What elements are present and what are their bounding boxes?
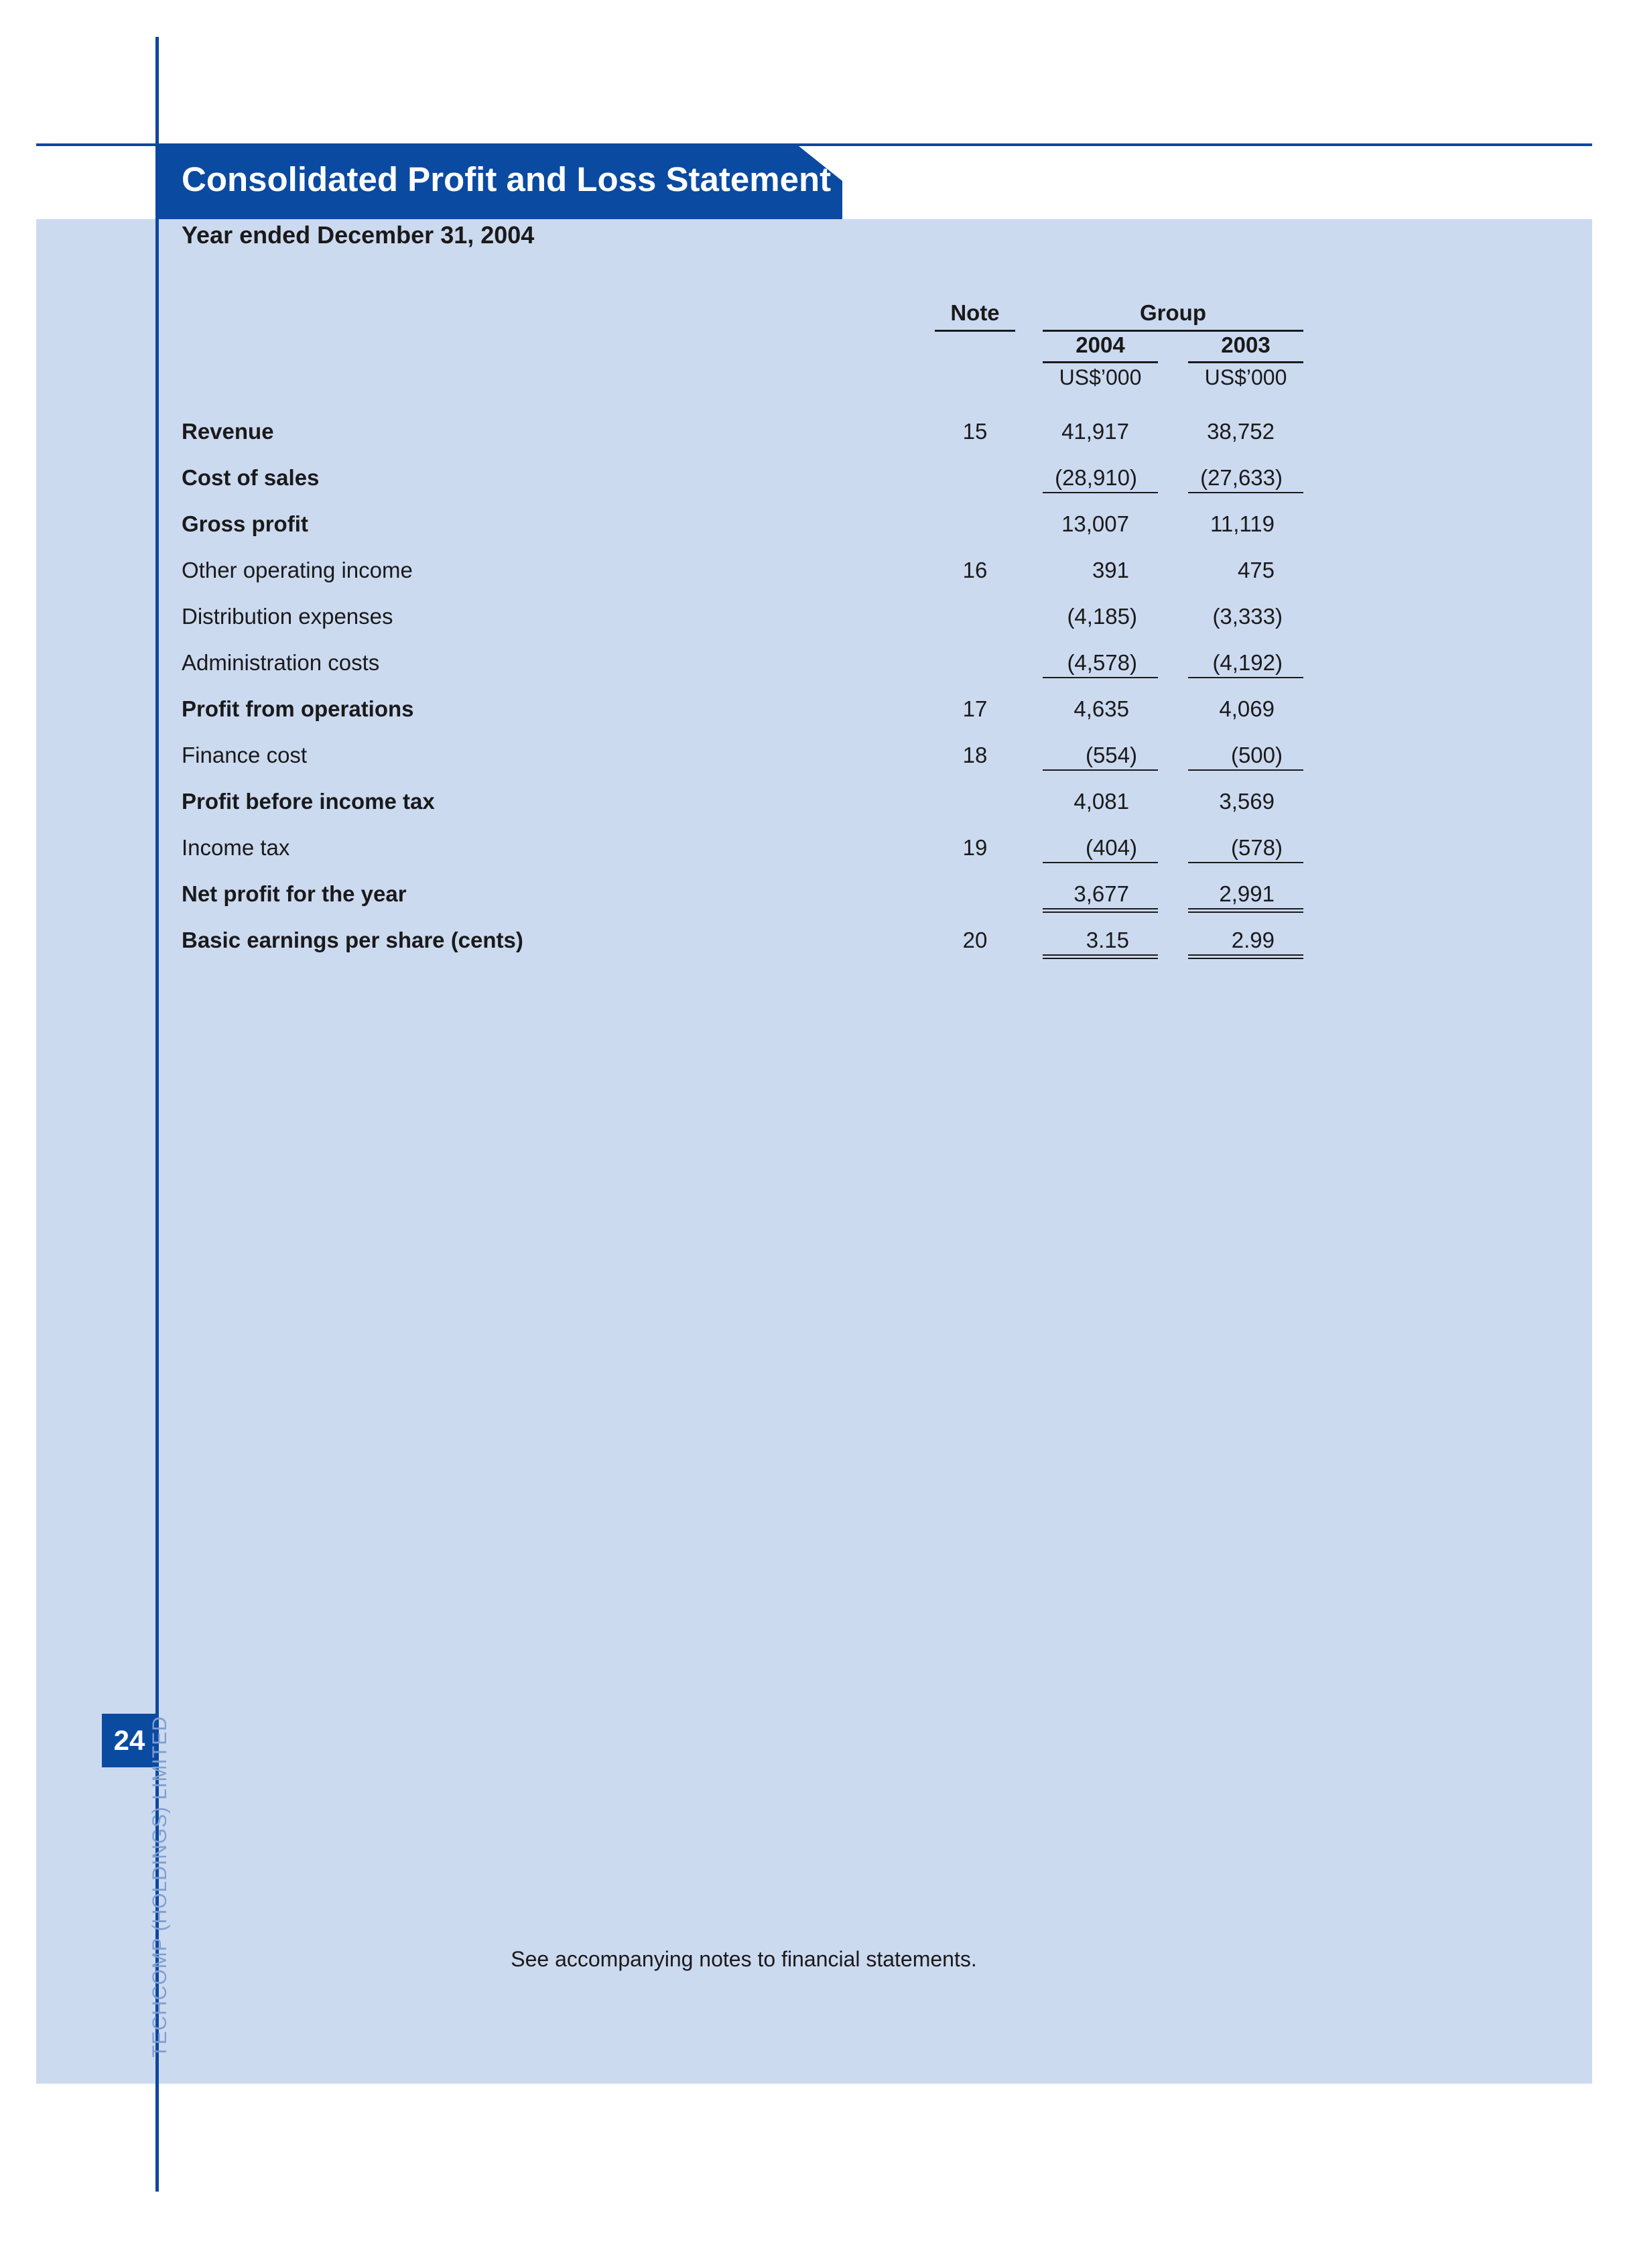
row-value-2004: 41,917 — [1061, 419, 1129, 444]
year-2004-rule — [1043, 361, 1158, 363]
row-label: Other operating income — [182, 558, 413, 582]
page-number: 24 — [102, 1714, 157, 1767]
total-double-rule — [1043, 908, 1158, 913]
row-value-2004: 4,081 — [1074, 789, 1129, 814]
table-row — [0, 696, 1625, 743]
row-value-2003: (27,633) — [1200, 465, 1283, 490]
subtotal-rule — [1188, 492, 1303, 493]
subtotal-rule — [1188, 769, 1303, 771]
note-header: Note — [950, 300, 1000, 325]
row-value-2004: 3.15 — [1086, 928, 1129, 952]
row-value-2004: 4,635 — [1074, 696, 1129, 721]
row-value-2003: 2.99 — [1231, 928, 1275, 952]
row-label: Gross profit — [182, 511, 308, 536]
subtotal-rule — [1043, 862, 1158, 863]
subtotal-rule — [1043, 677, 1158, 678]
table-row — [0, 558, 1625, 604]
row-note: 18 — [962, 743, 988, 767]
note-header-rule — [935, 330, 1015, 332]
row-note: 19 — [962, 835, 988, 860]
group-header-rule — [1043, 330, 1303, 332]
table-row — [0, 465, 1625, 511]
top-rule — [36, 143, 1592, 146]
row-value-2003: 11,119 — [1210, 511, 1275, 536]
row-label: Revenue — [182, 419, 274, 444]
row-value-2003: 3,569 — [1219, 789, 1275, 814]
year-2003-header: 2003 — [1221, 332, 1271, 357]
total-double-rule — [1043, 954, 1158, 959]
row-value-2004: (404) — [1085, 835, 1137, 860]
row-label: Cost of sales — [182, 465, 320, 490]
year-2003-rule — [1188, 361, 1303, 363]
table-row — [0, 511, 1625, 558]
row-value-2004: (4,185) — [1067, 604, 1137, 629]
table-row — [0, 835, 1625, 881]
row-value-2004: (28,910) — [1055, 465, 1137, 490]
row-label: Basic earnings per share (cents) — [182, 928, 523, 952]
table-row — [0, 928, 1625, 974]
row-value-2004: (554) — [1085, 743, 1137, 767]
subtotal-rule — [1043, 492, 1158, 493]
total-double-rule — [1188, 954, 1303, 959]
footnote: See accompanying notes to financial statements. — [511, 1947, 977, 1971]
row-label: Net profit for the year — [182, 881, 407, 906]
row-value-2003: 475 — [1237, 558, 1275, 582]
page-title: Consolidated Profit and Loss Statement — [182, 160, 832, 198]
row-value-2004: 391 — [1092, 558, 1129, 582]
table-row — [0, 789, 1625, 835]
table-row — [0, 419, 1625, 465]
row-value-2003: (500) — [1230, 743, 1283, 767]
row-value-2003: (3,333) — [1212, 604, 1283, 629]
row-value-2003: 38,752 — [1207, 419, 1275, 444]
table-row — [0, 604, 1625, 650]
row-value-2004: 13,007 — [1061, 511, 1129, 536]
row-note: 20 — [962, 928, 988, 952]
row-label: Distribution expenses — [182, 604, 393, 629]
row-label: Administration costs — [182, 650, 380, 675]
row-value-2003: 2,991 — [1219, 881, 1275, 906]
page-subtitle: Year ended December 31, 2004 — [182, 221, 535, 249]
subtotal-rule — [1188, 862, 1303, 863]
row-label: Profit before income tax — [182, 789, 435, 814]
table-row — [0, 743, 1625, 789]
row-value-2003: (4,192) — [1212, 650, 1283, 675]
group-header: Group — [1140, 300, 1206, 325]
subtotal-rule — [1043, 769, 1158, 771]
row-note: 16 — [962, 558, 988, 582]
row-label: Profit from operations — [182, 696, 414, 721]
total-double-rule — [1188, 908, 1303, 913]
company-name: TECHCOMP (HOLDINGS) LIMITED — [149, 1716, 171, 2058]
year-2004-header: 2004 — [1076, 332, 1125, 357]
row-value-2004: (4,578) — [1067, 650, 1137, 675]
row-note: 15 — [962, 419, 988, 444]
row-value-2003: (578) — [1230, 835, 1283, 860]
row-label: Finance cost — [182, 743, 308, 767]
table-row — [0, 650, 1625, 696]
unit-2003: US$’000 — [1204, 365, 1287, 389]
table-row — [0, 881, 1625, 928]
row-note: 17 — [962, 696, 988, 721]
row-label: Income tax — [182, 835, 290, 860]
row-value-2004: 3,677 — [1074, 881, 1129, 906]
row-value-2003: 4,069 — [1219, 696, 1275, 721]
unit-2004: US$’000 — [1059, 365, 1142, 389]
subtotal-rule — [1188, 677, 1303, 678]
